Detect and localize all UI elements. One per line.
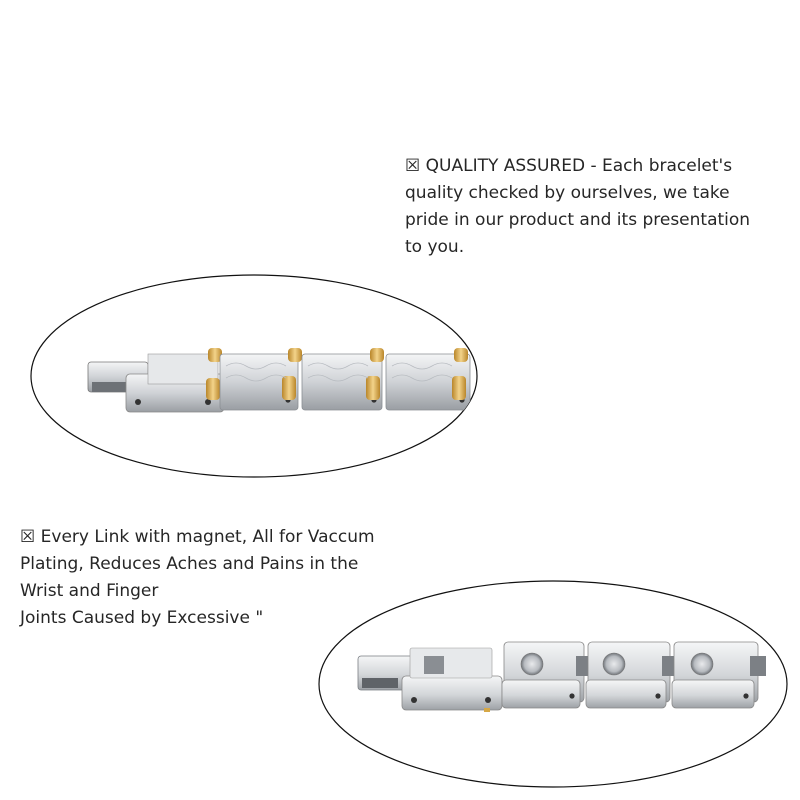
checkbox-icon: ☒ (405, 156, 421, 176)
caption-line: pride in our product and its presentation (405, 210, 751, 230)
bracelet-magnet-image (318, 580, 788, 788)
caption-line (405, 153, 750, 180)
caption-line: to you. (405, 237, 465, 257)
caption-line: Plating, Reduces Aches and Pains in the (20, 554, 359, 574)
caption-text: QUALITY ASSURED - Each bracelet's (425, 156, 733, 176)
bracelet-gold-image (30, 274, 478, 478)
bracelet-magnet-oval (318, 580, 788, 788)
quality-assured-caption (405, 153, 750, 261)
caption-line: Joints Caused by Excessive " (20, 608, 264, 628)
checkbox-icon: ☒ (20, 527, 36, 547)
caption-line: Wrist and Finger (20, 581, 159, 601)
caption-line: quality checked by ourselves, we take (405, 183, 730, 203)
caption-line (20, 524, 375, 551)
bracelet-gold-oval (30, 274, 478, 478)
caption-text: Every Link with magnet, All for Vaccum (40, 527, 375, 547)
